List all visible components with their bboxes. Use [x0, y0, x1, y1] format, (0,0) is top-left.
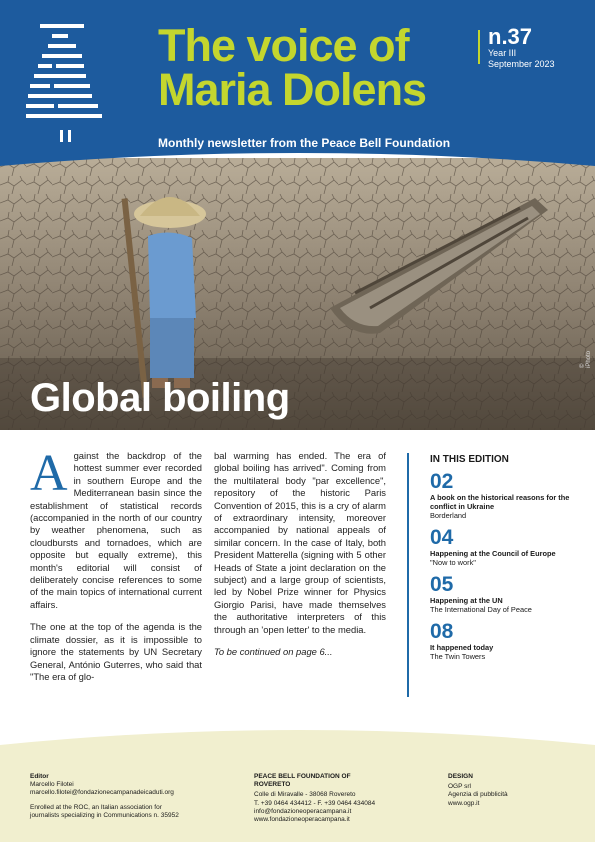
footer-editor: [30, 773, 240, 820]
toc-item-page-08[interactable]: [430, 621, 580, 661]
issue-info: [488, 26, 555, 70]
issue-divider: [478, 30, 480, 64]
bell-logo-icon: [26, 24, 102, 146]
design-description: Agenzia di pubblicità: [448, 791, 508, 799]
design-company: OGP srl: [448, 783, 471, 791]
foundation-website[interactable]: www.fondazioneoperacampana.it: [254, 816, 350, 824]
enrolled-line-1: Enrolled at the ROC, an Italian association for: [30, 803, 162, 811]
toc-heading: IN THIS EDITION: [430, 454, 509, 465]
article-column-1: [30, 445, 202, 693]
photo-credit: © iPhoto: [580, 350, 592, 368]
newsletter-subtitle: Monthly newsletter from the Peace Bell Foundation: [158, 136, 451, 150]
foundation-name-line-1: PEACE BELL FOUNDATION OF: [254, 773, 351, 780]
toc-item-title: A book on the historical reasons for the conflict in Ukraine: [430, 493, 570, 511]
issue-number: n.37: [488, 24, 533, 49]
editor-name: Marcello Filotei: [30, 781, 74, 789]
toc-item-page-05[interactable]: [430, 574, 580, 614]
masthead: [0, 0, 595, 200]
newsletter-title: [158, 20, 427, 115]
toc-item-subtitle: The Twin Towers: [430, 652, 486, 661]
article-paragraph-1: [30, 445, 202, 611]
editor-email[interactable]: marcello.filotei@fondazionecampanadeicaduti.org: [30, 789, 174, 797]
continued-link[interactable]: To be continued on page 6...: [214, 646, 333, 658]
editor-label: Editor: [30, 773, 49, 780]
toc-item-subtitle: "Now to work": [430, 558, 476, 567]
toc-item-number: 02: [430, 470, 454, 493]
foundation-address: Colle di Miravalle - 38068 Rovereto: [254, 791, 356, 799]
issue-date: September 2023: [488, 59, 555, 69]
foundation-email[interactable]: info@fondazioneoperacampana.it: [254, 807, 352, 815]
footer-design: [448, 773, 568, 808]
footer-foundation: [254, 773, 424, 824]
foundation-name-line-2: ROVERETO: [254, 781, 291, 789]
table-of-contents: [430, 454, 580, 668]
article-column-2: [214, 450, 386, 669]
toc-item-number: 05: [430, 573, 454, 596]
toc-item-title: It happened today: [430, 643, 494, 652]
toc-item-number: 08: [430, 620, 454, 643]
toc-item-subtitle: The International Day of Peace: [430, 605, 532, 614]
toc-item-title: Happening at the Council of Europe: [430, 549, 556, 558]
design-website[interactable]: www.ogp.it: [448, 799, 480, 807]
toc-divider: [407, 453, 409, 697]
toc-item-page-04[interactable]: [430, 527, 580, 567]
article-paragraph-3: bal warming has ended. The era of global boiling has arrived". Coming from the multilateral body "par excellence", repository of the historic Paris Convention of 2015, this is a cry of alarm of extraordinary intensity, moreover accompanied by national appeals of similar concern. In the case of Italy, both President Matterella (signing with 5 other Heads of State a joint declaration on the subject) and a large group of scientists, led by Nobel Prize winner for Physics Giorgio Parisi, have made themselves the authoritative interpreters of this through an 'open letter' to the media.: [214, 450, 386, 635]
toc-item-title: Happening at the UN: [430, 596, 503, 605]
drop-cap: A: [30, 445, 68, 502]
enrolled-line-2: journalists specializing in Communications n. 35952: [30, 811, 179, 819]
toc-item-page-02[interactable]: [430, 471, 580, 520]
article-paragraph-1-text: gainst the backdrop of the hottest summer ever recorded in southern Europe and the Mediterranean basin since the establishment of statistical records (accompanied in the north of our country by weather phenomena, such as cloudbursts and tornadoes, which are opposite but equally extreme), this month's editorial will consist of deliberately concise references to some of the main topics of international current affairs.: [30, 450, 202, 610]
toc-item-subtitle: Borderland: [430, 511, 467, 520]
title-line-1: The voice of: [158, 20, 409, 71]
design-label: DESIGN: [448, 773, 473, 780]
cover-headline: Global boiling: [30, 376, 290, 420]
title-line-2: Maria Dolens: [158, 64, 427, 115]
footer: [0, 725, 595, 842]
article-paragraph-2: The one at the top of the agenda is the climate dossier, as it is impossible to ignore the statements by UN Secretary General, António Guterres, who said that "The era of glo-: [30, 621, 202, 682]
toc-item-number: 04: [430, 526, 454, 549]
issue-year: Year III: [488, 48, 517, 58]
foundation-phone: T. +39 0464 434412 - F. +39 0464 434084: [254, 799, 376, 807]
